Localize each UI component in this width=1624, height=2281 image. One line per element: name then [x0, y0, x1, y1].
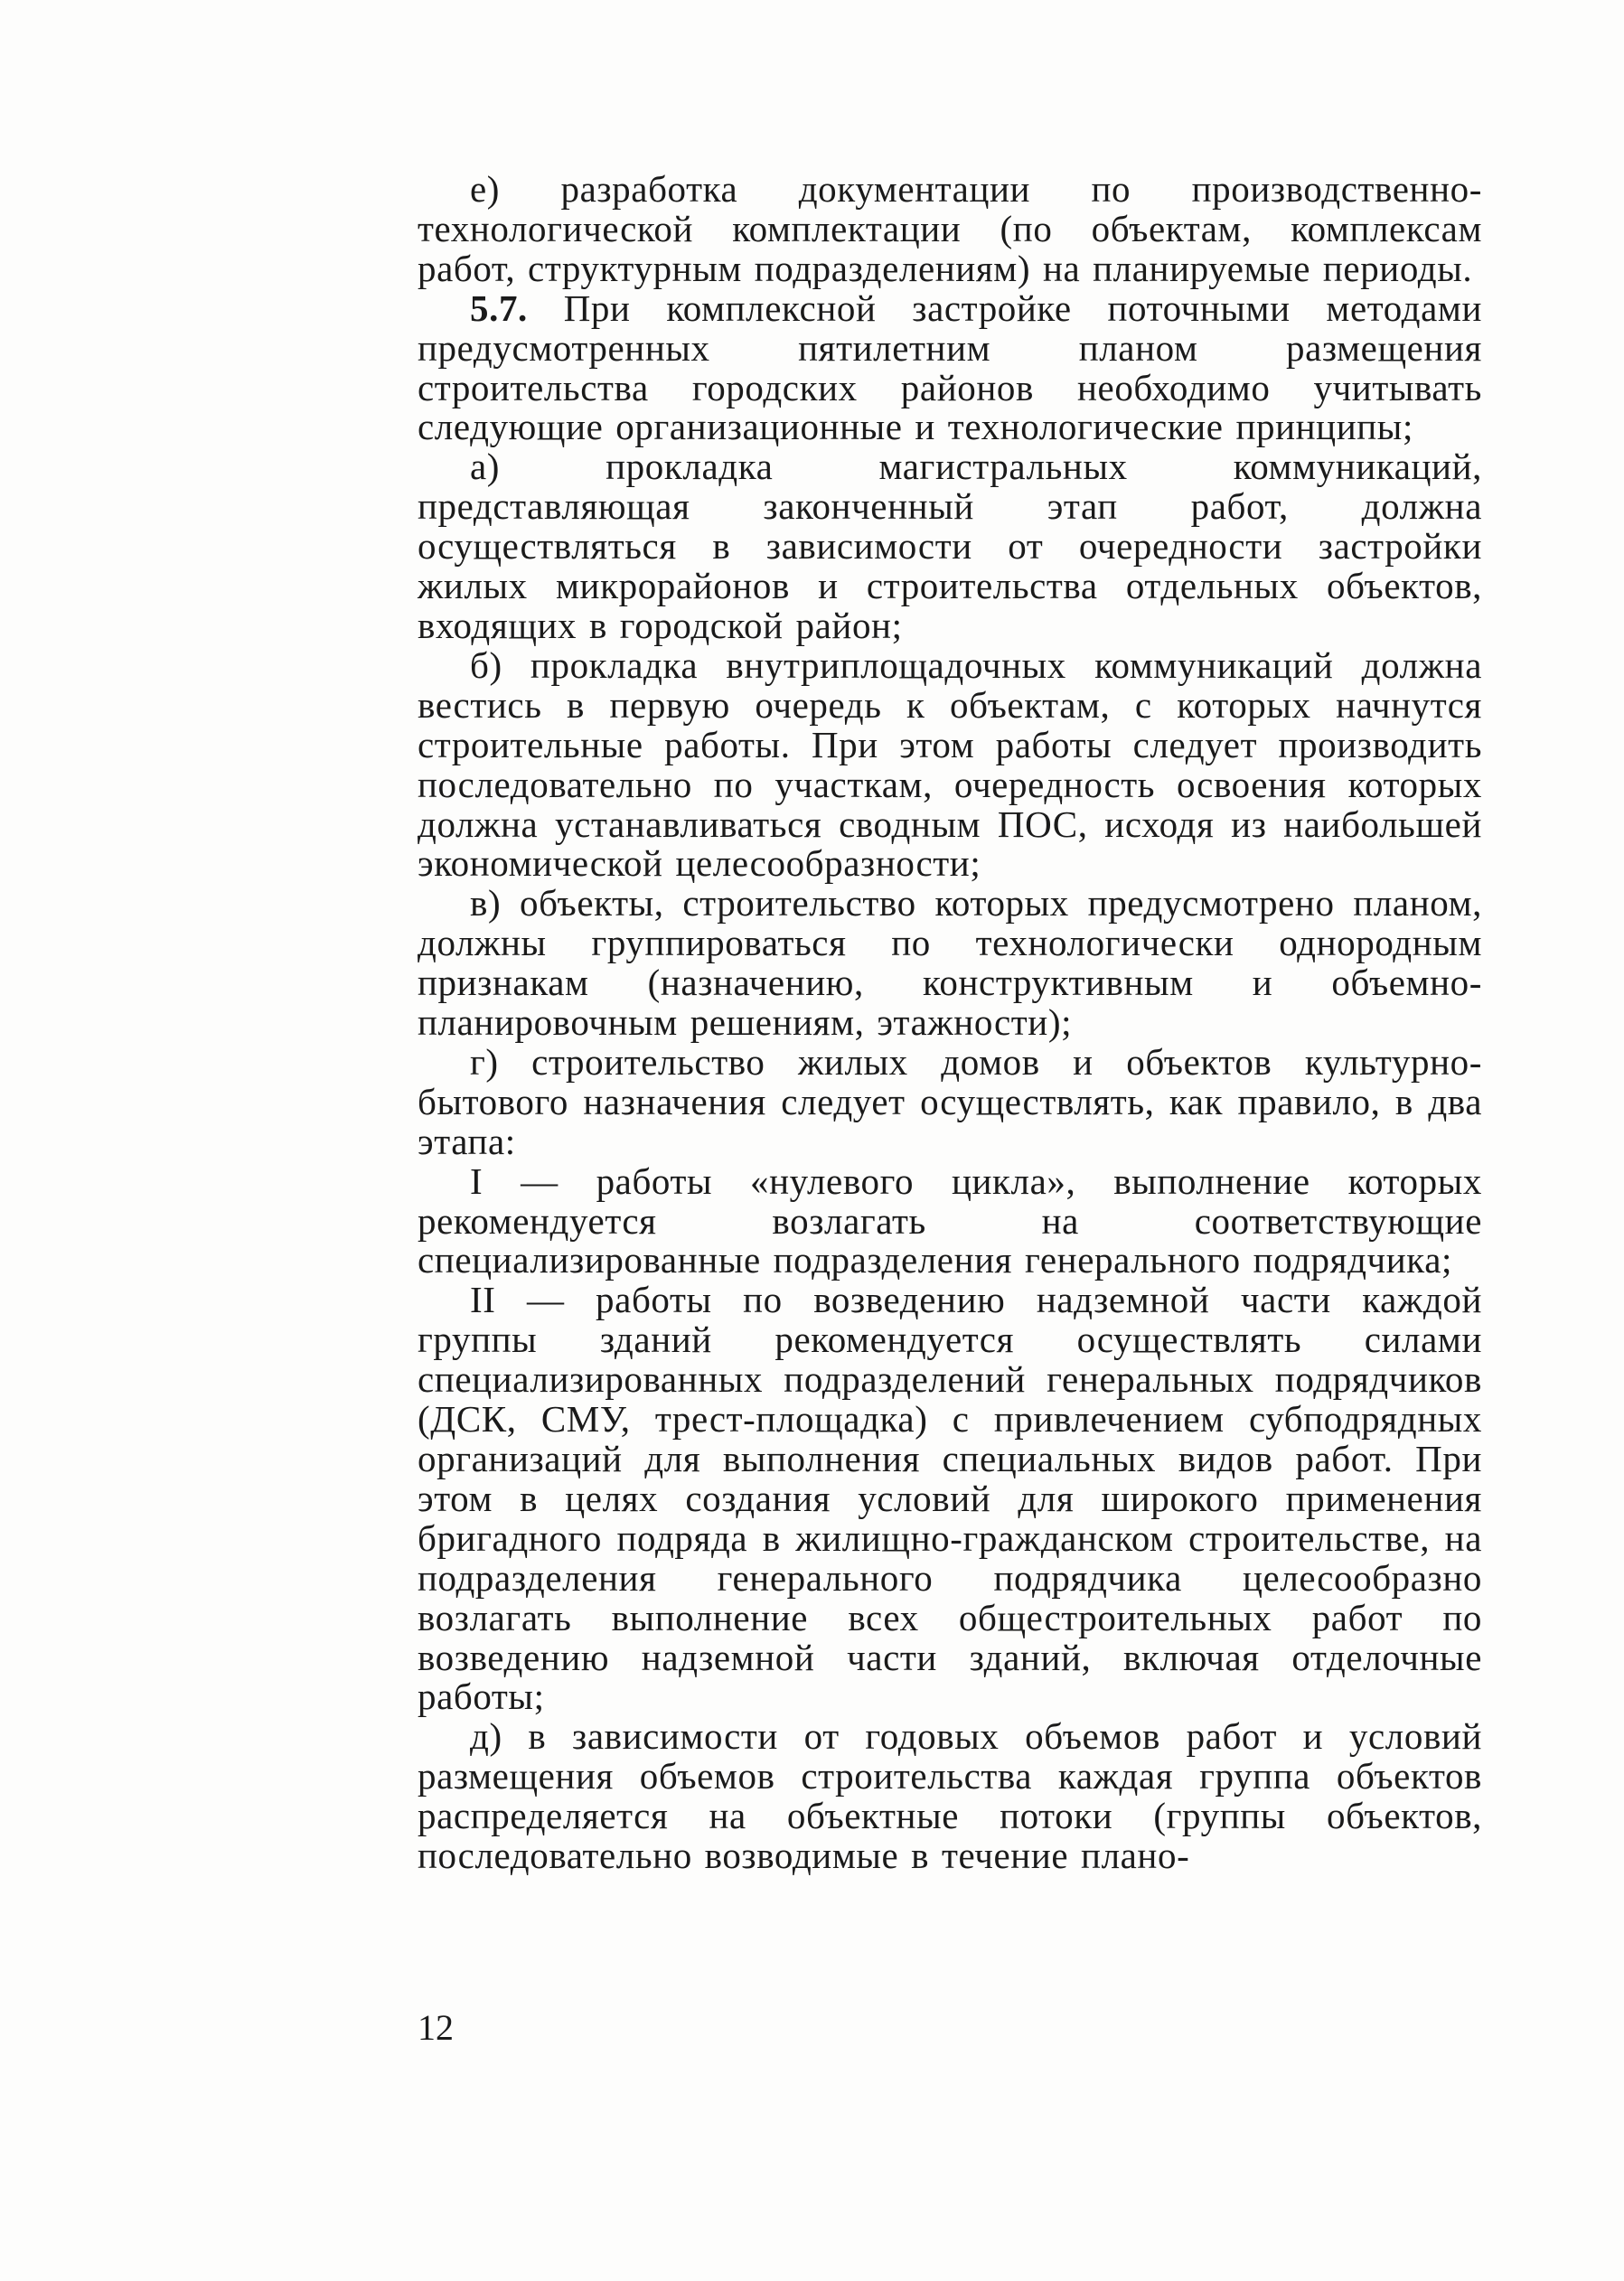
paragraph-d — [418, 1717, 1482, 1876]
paragraph-text: е) разработка документации по производственно-технологической комплектации (по объектам, комплексам работ, структурным подразделениям) на планируемые периоды. — [418, 168, 1482, 289]
paragraph-text: д) в зависимости от годовых объемов работ и условий размещения объемов строительства каждая группа объектов распределяется на объектные потоки (группы объектов, последовательно возводимые в течение плано- — [418, 1715, 1482, 1877]
paragraph-text: б) прокладка внутриплощадочных коммуникаций должна вестись в первую очередь к объектам, с которых начнутся строительные работы. При этом работы следует производить последовательно по участкам, очередность освоения которых должна устанавливаться сводным ПОС, исходя из наибольшей экономической целесообразности; — [418, 643, 1482, 885]
paragraph-text: в) объекты, строительство которых предусмотрено планом, должны группироваться по технологически однородным признакам (назначению, конструктивным и объемно-планировочным решениям, этажности); — [418, 882, 1482, 1044]
paragraph-v — [418, 884, 1482, 1043]
paragraph-text: г) строительство жилых домов и объектов культурно-бытового назначения следует осуществлять, как правило, в два этапа: — [418, 1040, 1482, 1162]
paragraph-text: II — работы по возведению надземной части каждой группы зданий рекомендуется осуществлять силами специализированных подразделений генеральных подрядчиков (ДСК, СМУ, трест-площадка) с привлечением субподрядных организаций для выполнения специальных видов работ. При этом в целях создания условий для широкого применения бригадного подряда в жилищно-гражданском строительстве, на подразделения генерального подрядчика целесообразно возлагать выполнение всех общестроительных работ по возведению надземной части зданий, включая отделочные работы; — [418, 1279, 1482, 1718]
paragraph-g — [418, 1040, 1482, 1162]
paragraph-stage-2 — [418, 1281, 1482, 1717]
paragraph-b — [418, 643, 1482, 885]
paragraph-a — [418, 447, 1482, 646]
body-text — [418, 170, 1482, 1876]
paragraph-text: а) прокладка магистральных коммуникаций, представляющая законченный этап работ, должна осуществляться в зависимости от очередности застройки жилых микрорайонов и строительства отдельных объектов, входящих в городской район; — [418, 446, 1482, 646]
paragraph-stage-1 — [418, 1159, 1482, 1281]
paragraph-5-7 — [418, 286, 1482, 448]
paragraph-text: При комплексной застройке поточными методами предусмотренных пятилетним планом размещения строительства городских районов необходимо учитывать следующие организационные и технологические принципы; — [418, 286, 1482, 448]
page-number: 12 — [418, 2007, 454, 2048]
paragraph-e — [418, 170, 1482, 289]
section-number: 5.7. — [470, 286, 528, 329]
paragraph-text: I — работы «нулевого цикла», выполнение которых рекомендуется возлагать на соответствующие специализированные подразделения генерального подрядчика; — [418, 1159, 1482, 1281]
